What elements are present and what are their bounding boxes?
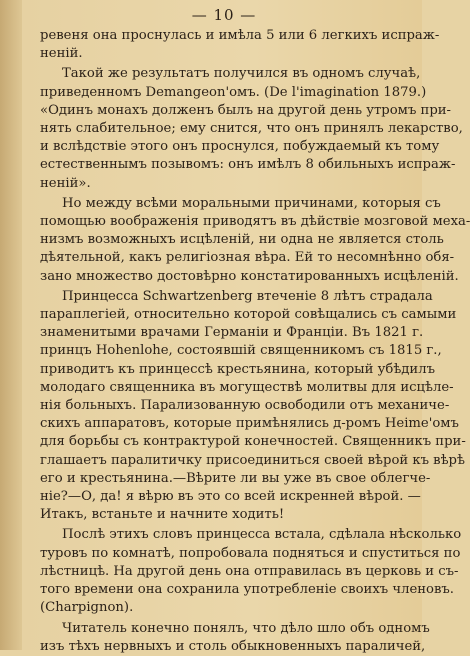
text-line: Принцесса Schwartzenberg втеченіе 8 лѣтъ страдала <box>62 288 433 304</box>
body-text <box>40 27 470 656</box>
text-line: «Одинъ монахъ долженъ былъ на другой день утромъ при- <box>40 102 452 118</box>
text-line: нять слабительное; ему снится, что онъ принялъ лекарство, <box>40 121 463 137</box>
text-line: приведенномъ Demangeon'омъ. (De l'imagination 1879.) <box>40 84 427 100</box>
paragraph <box>40 195 470 286</box>
text-line: и вслѣдствіе этого онъ проснулся, побуждаемый къ тому <box>40 139 440 155</box>
text-line: молодаго священника въ могуществѣ молитвы для исцѣле- <box>40 379 454 395</box>
text-line: глашаетъ паралитичку присоединиться своей вѣрой къ вѣрѣ <box>40 452 465 468</box>
text-line: (Charpignon). <box>40 600 134 616</box>
text-line: естественнымъ позывомъ: онъ имѣлъ 8 обильныхъ испраж- <box>40 157 456 173</box>
text-line: туровъ по комнатѣ, попробовала подняться и спуститься по <box>40 545 461 561</box>
text-line: нія больныхъ. Парализованную освободили отъ механиче- <box>40 398 450 414</box>
text-line: Итакъ, встаньте и начните ходить! <box>40 507 285 523</box>
text-line: для борьбы съ контрактурой конечностей. Священникъ при- <box>40 434 466 450</box>
text-line: Но между всѣми моральными причинами, которыя съ <box>62 195 441 211</box>
page-spine-shadow <box>0 0 22 650</box>
text-line: неній». <box>40 175 91 191</box>
text-line: низмъ возможныхъ исцѣленій, ни одна не является столь <box>40 232 444 248</box>
text-line: помощью воображенія приводятъ въ дѣйствіе мозговой меха- <box>40 214 470 230</box>
text-line: неній. <box>40 46 83 62</box>
text-line: зано множество достовѣрно констатированныхъ исцѣленій. <box>40 268 459 284</box>
paragraph <box>40 526 462 617</box>
text-line: изъ тѣхъ нервныхъ и столь обыкновенныхъ параличей, <box>40 638 426 654</box>
text-line: принцъ Hohenlohe, состоявшій священникомъ съ 1815 г., <box>40 343 442 359</box>
text-line: его и крестьянина.—Вѣрите ли вы уже въ свое облегче- <box>40 470 431 486</box>
text-line: того времени она сохранила употребленіе своихъ членовъ. <box>40 582 454 598</box>
paragraph <box>40 27 440 63</box>
text-line: ревеня она проснулась и имѣла 5 или 6 легкихъ испраж- <box>40 28 440 43</box>
page-number: — 10 — <box>191 6 257 24</box>
text-line: скихъ аппаратовъ, которые примѣнялись д-ромъ Heime'омъ <box>40 416 459 432</box>
paragraph <box>40 65 463 192</box>
text-line: приводитъ къ принцессѣ крестьянина, который убѣдилъ <box>40 361 435 377</box>
paragraph <box>40 288 466 525</box>
text-line: дѣятельной, какъ религіозная вѣра. Ей то несомнѣнно обя- <box>40 250 455 266</box>
text-line: параплегіей, относительно которой совѣщались съ самыми <box>40 307 457 323</box>
text-line: Послѣ этихъ словъ принцесса встала, сдѣлала нѣсколько <box>62 527 462 543</box>
paragraph <box>40 620 430 656</box>
text-line: знаменитыми врачами Германіи и Франціи. Въ 1821 г. <box>40 325 424 341</box>
text-line: Такой же результатъ получился въ одномъ случаѣ, <box>62 66 421 82</box>
text-line: ніе?—О, да! я вѣрю въ это со всей искренней вѣрой. — <box>40 489 421 505</box>
text-line: Читатель конечно понялъ, что дѣло шло объ одномъ <box>62 620 430 636</box>
text-line: лѣстницѣ. На другой день она отправилась въ церковь и съ- <box>40 563 459 579</box>
